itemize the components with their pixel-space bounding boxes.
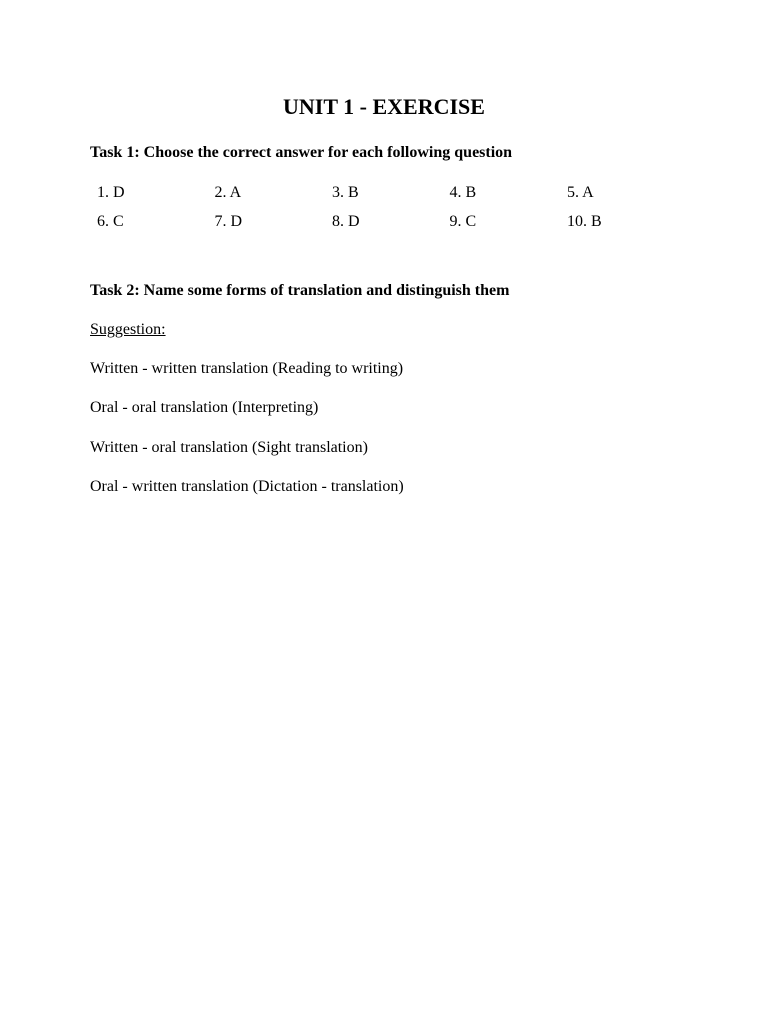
answer-row bbox=[97, 183, 697, 212]
task1-heading: Task 1: Choose the correct answer for each following question bbox=[90, 144, 513, 161]
answer-item: 5. A bbox=[567, 184, 594, 201]
answer-item: 6. C bbox=[97, 213, 124, 230]
translation-form-item: Written - oral translation (Sight translation) bbox=[90, 439, 368, 456]
answer-key-table bbox=[97, 183, 697, 241]
page-title: UNIT 1 - EXERCISE bbox=[283, 94, 485, 119]
translation-form-item: Written - written translation (Reading to writing) bbox=[90, 360, 404, 377]
translation-form-item: Oral - written translation (Dictation - translation) bbox=[90, 478, 404, 495]
answer-item: 8. D bbox=[332, 213, 360, 230]
answer-item: 10. B bbox=[567, 213, 602, 230]
suggestion-label: Suggestion: bbox=[90, 321, 166, 338]
answer-item: 3. B bbox=[332, 184, 359, 201]
answer-item: 2. A bbox=[214, 184, 242, 201]
answer-item: 4. B bbox=[449, 184, 477, 201]
answer-row bbox=[97, 212, 697, 241]
answer-item: 1. D bbox=[97, 184, 125, 201]
answer-item: 7. D bbox=[214, 213, 243, 230]
task2-heading: Task 2: Name some forms of translation and distinguish them bbox=[90, 282, 510, 299]
translation-form-item: Oral - oral translation (Interpreting) bbox=[90, 399, 319, 416]
answer-item: 9. C bbox=[449, 213, 477, 230]
